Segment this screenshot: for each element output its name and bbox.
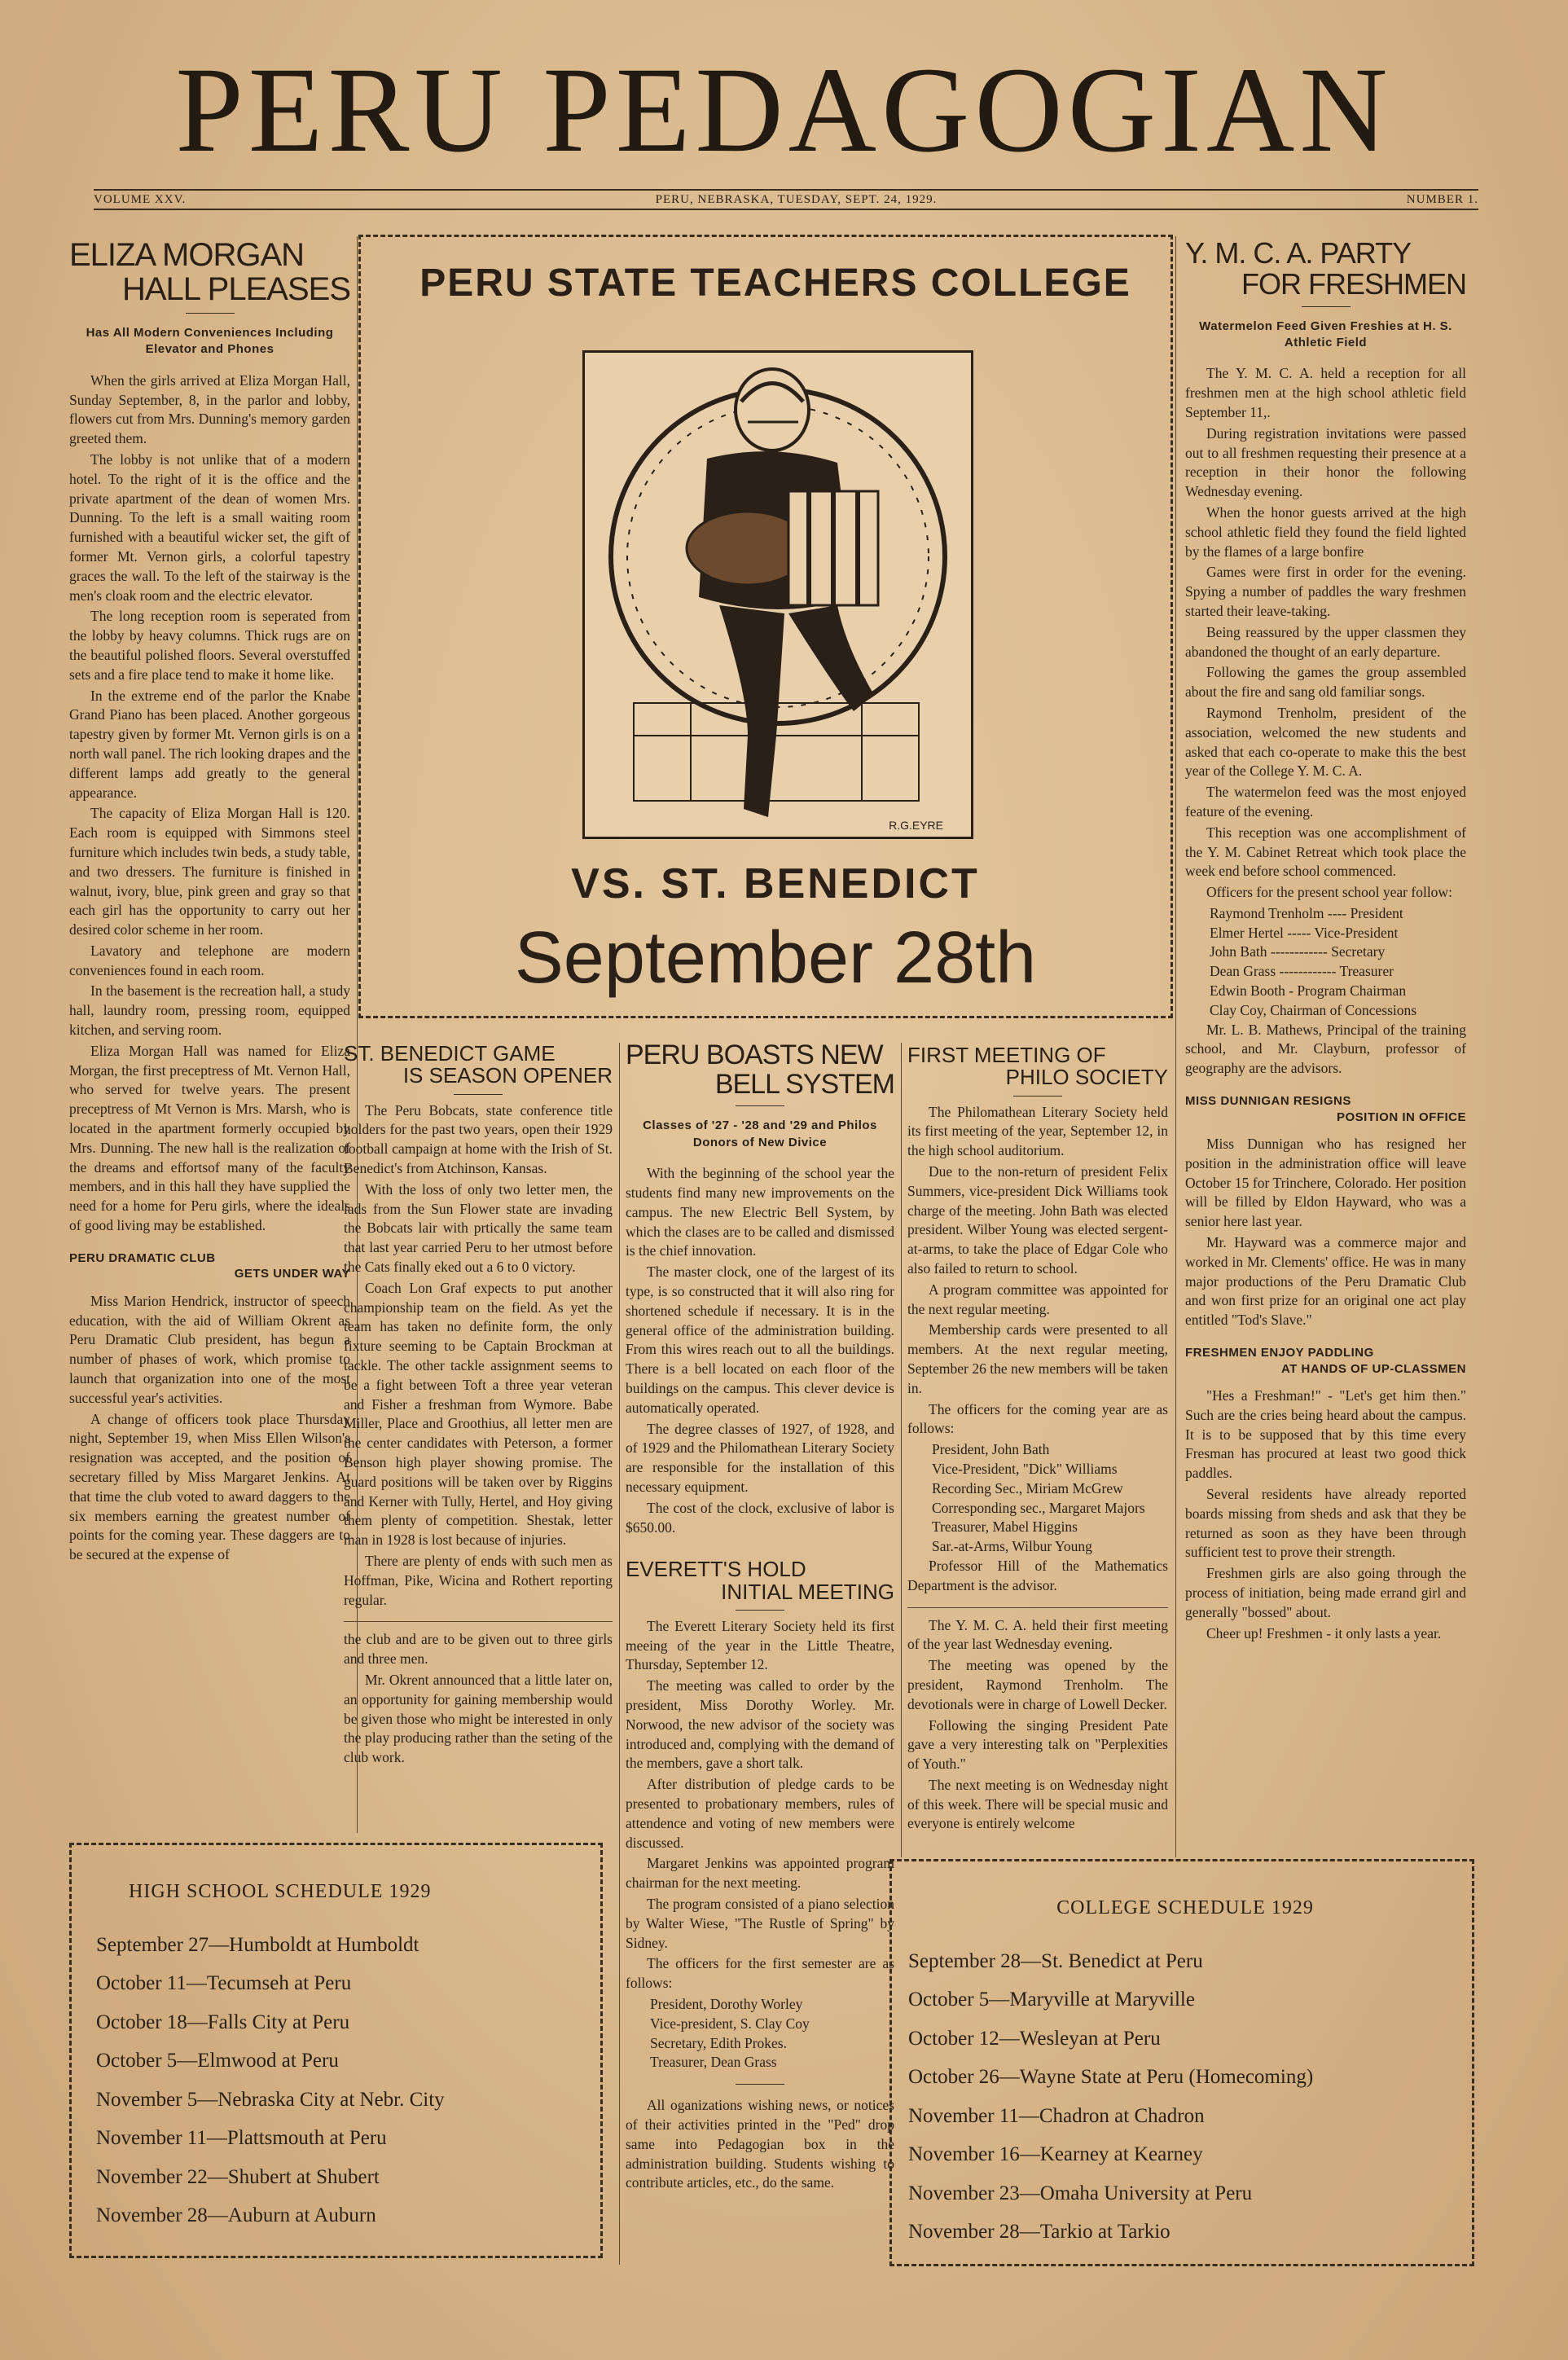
college-schedule (908, 1890, 1462, 2252)
schedule-row: September 27—Humboldt at Humboldt (96, 1933, 419, 1956)
article-eliza-morgan (69, 238, 350, 1567)
officer-list (1185, 904, 1466, 1021)
paragraph: The cost of the clock, exclusive of labor is $650.00. (626, 1499, 894, 1536)
dateline-bar (94, 189, 1478, 210)
paragraph: When the girls arrived at Eliza Morgan Hall, Sunday September, 8, in the parlor and lobby, flowers cut from Mrs. Dunning's memory garden greeted them. (69, 371, 350, 447)
paragraph: Mr. Okrent announced that a little later on, an opportunity for gaining membership would be given those who might be interested in only the play producing rather than the seting of the club work. (344, 1671, 613, 1766)
paragraph: Miss Dunnigan who has resigned her position in the administration office will leave October 15 for Trinchere, Colorado. Her position will be filled by Eldon Hayward, who was a senior here last year. (1185, 1136, 1466, 1230)
headline-dunnigan (1185, 1093, 1466, 1125)
paragraph: The officers for the first semester are as follows: (626, 1955, 894, 1992)
divider (736, 1610, 784, 1611)
paragraph: Officers for the present school year follow: (1206, 884, 1452, 901)
paragraph: The meeting was called to order by the president, Miss Dorothy Worley. Mr. Norwood, the new advisor of the society was introduced and, complying with the demand of the members, gave a short talk. (626, 1677, 894, 1772)
paragraph: A change of officers took place Thursday night, September 19, when Miss Ellen Wilson's resignation was accepted, and the position of secretary filled by Miss Margaret Jenkins. At that time the club voted to award daggers to the six members earning the greatest number of points for the coming year. These daggers are to be secured at the expense of (69, 1410, 350, 1563)
divider (344, 1621, 613, 1622)
headline-line2: HALL PLEASES (121, 271, 350, 307)
paragraph: The master clock, one of the largest of its type, is so constructed that it will also ring for shortened schedule if necessary. It is in the general office of the administration building. From this wires reach out to all the buildings. There is a bell located on each floor of the buildings on the campus. This clever device is automatically operated. (626, 1264, 894, 1416)
schedule-row: October 11—Tecumseh at Peru (96, 1972, 352, 1995)
paragraph: There are plenty of ends with such men as Hoffman, Pike, Wicina and Rothert reporting regular. (344, 1552, 613, 1608)
headline-line1: Y. M. C. A. PARTY (1185, 236, 1412, 270)
paragraph: This reception was one accomplishment of the Y. M. Cabinet Retreat which took place the week end before school commenced. (1185, 824, 1466, 880)
schedule-row: October 18—Falls City at Peru (96, 2011, 350, 2033)
headline-line2: INITIAL MEETING (721, 1579, 894, 1604)
schedule-row: October 5—Elmwood at Peru (96, 2050, 339, 2072)
paragraph: Freshmen girls are also going through the process of initiation, being made errand girl and generally "bossed" about. (1185, 1565, 1466, 1620)
schedule-row: November 28—Tarkio at Tarkio (908, 2221, 1171, 2244)
headline-line2: FOR FRESHMEN (1241, 266, 1466, 301)
paragraph: Raymond Trenholm, president of the association, welcomed the new students and asked that each co-operate to make this the best year of the College Y. M. C. A. (1185, 704, 1466, 780)
paragraph: Games were first in order for the evening. Spying a number of paddles the wary freshmen started their leave-taking. (1185, 564, 1466, 619)
subheadline: Watermelon Feed Given Freshies at H. S. Athletic Field (1199, 319, 1452, 349)
headline-line1: MISS DUNNIGAN RESIGNS (1185, 1094, 1351, 1109)
schedule-title: HIGH SCHOOL SCHEDULE 1929 (129, 1881, 432, 1902)
list-item: Corresponding sec., Margaret Majors (932, 1499, 1145, 1516)
paragraph: Following the singing President Pate gave a very interesting talk on "Perplexities of Youth." (907, 1716, 1168, 1773)
list-item: President, John Bath (932, 1441, 1050, 1458)
list-item: Elmer Hertel ----- Vice-President (1210, 924, 1399, 941)
masthead-title: PERU PEDAGOGIAN (175, 42, 1393, 178)
poster-title: PERU STATE TEACHERS COLLEGE (419, 261, 1131, 305)
paragraph: Miss Marion Hendrick, instructor of speech education, with the aid of William Okrent as Peru Dramatic Club president, has begun a number of phases of work, which promise to launch that organization into one of the most successful year's activities. (69, 1292, 350, 1406)
high-school-schedule (96, 1874, 585, 2235)
schedule-row: November 16—Kearney at Kearney (908, 2143, 1203, 2166)
artist-signature: R.G.EYRE (889, 819, 943, 832)
paragraph: The officers for the coming year are as follows: (907, 1400, 1168, 1437)
headline-line1: EVERETT'S HOLD (626, 1557, 806, 1582)
officer-list (907, 1440, 1168, 1557)
schedule-row: November 11—Chadron at Chadron (908, 2104, 1205, 2127)
poster-date: September 28th (514, 917, 1037, 999)
issue-number: NUMBER 1. (1406, 192, 1478, 206)
subheadline: Classes of '27 - '28 and '29 and Philos Donors of New Divice (643, 1118, 877, 1149)
headline-line1: PERU BOASTS NEW (626, 1039, 883, 1070)
paragraph: Several residents have already reported boards missing from sheds and ask that they be returned as soon as they have been through sufficient test to prove their strength. (1185, 1486, 1466, 1561)
paragraph: With the loss of only two letter men, the lads from the Sun Flower state are invading the Bobcats lair with prtically the same team that last year carried Peru to her utmost before the Cats finally eked out a 6 to 0 victory. (344, 1180, 613, 1275)
list-item: Recording Sec., Miriam McGrew (932, 1479, 1123, 1496)
paragraph: The program consisted of a piano selection by Walter Wiese, "The Rustle of Spring" by Sidney. (626, 1896, 894, 1951)
paragraph: Due to the non-return of president Felix Summers, vice-president Dick Williams took charge of the meeting. John Bath was elected president. Wilber Young was elected sergent-at-arms, to take the place of Edgar Cole who also failed to return to school. (907, 1162, 1168, 1277)
headline-line2: GETS UNDER WAY (234, 1267, 350, 1281)
paragraph: Lavatory and telephone are modern conveniences found in each room. (69, 942, 350, 978)
headline-line2: AT HANDS OF UP-CLASSMEN (1280, 1361, 1466, 1376)
paragraph: The next meeting is on Wednesday night of this week. There will be special music and everyone is entirely welcome (907, 1776, 1168, 1832)
paragraph: The Y. M. C. A. held their first meeting of the year last Wednesday evening. (907, 1616, 1168, 1653)
volume-label: VOLUME XXV. (94, 192, 187, 206)
paragraph: The capacity of Eliza Morgan Hall is 120. Each room is equipped with Simmons steel furniture which includes twin beds, a study table, and two dressers. The furniture is finished in walnut, ivory, blue, pink green and gray so that each girl has the opportunity to carry out her desired color scheme in her room. (69, 805, 350, 938)
headline-line1: ELIZA MORGAN (69, 237, 305, 273)
article-ymca-party (1185, 238, 1466, 1645)
headline-line1: FRESHMEN ENJOY PADDLING (1185, 1346, 1374, 1360)
dateline-text: PERU, NEBRASKA, TUESDAY, SEPT. 24, 1929. (655, 192, 938, 206)
paragraph: All oganizations wishing news, or notices of their activities printed in the "Ped" drop same into Pedagogian box in the administration building. Students wishing to contribute articles, etc., do the same. (626, 2097, 894, 2191)
article-bell-system (626, 1041, 894, 2195)
paragraph: The Y. M. C. A. held a reception for all freshmen men at the high school athletic field September 11,. (1185, 365, 1466, 420)
schedule-row: September 28—St. Benedict at Peru (908, 1949, 1203, 1972)
list-item: Dean Grass ------------ Treasurer (1210, 963, 1394, 980)
paragraph: In the extreme end of the parlor the Knabe Grand Piano has been placed. Another gorgeous tapestry given by former Mt. Vernon girls is on a north wall panel. The rich looking drapes and the different lamps add greatly to the general appearance. (69, 687, 350, 801)
schedule-row: November 22—Shubert at Shubert (96, 2165, 380, 2188)
paragraph: Following the games the group assembled about the fire and sang old familiar songs. (1185, 664, 1466, 701)
paragraph: Margaret Jenkins was appointed program chairman for the next meeting. (626, 1855, 894, 1892)
paragraph: "Hes a Freshman!" - "Let's get him then." Such are the cries being heard about the campus. It is to be supposed that by this time every Fresman has procured at least two good thick paddles. (1185, 1387, 1466, 1482)
football-player-illustration (582, 350, 973, 839)
list-item: Clay Coy, Chairman of Concessions (1210, 1001, 1417, 1018)
paragraph: Mr. L. B. Mathews, Principal of the training school, and Mr. Clayburn, professor of geography are the advisors. (1185, 1021, 1466, 1077)
paragraph: Professor Hill of the Mathematics Department is the advisor. (907, 1557, 1168, 1593)
paragraph: Membership cards were presented to all members. At the next regular meeting, September 26 the new members will be taken in. (907, 1321, 1168, 1396)
paragraph: the club and are to be given out to three girls and three men. (344, 1631, 613, 1668)
divider (736, 1105, 784, 1106)
paragraph: After distribution of pledge cards to be presented to probationary members, rules of attendence and voting of new members were discussed. (626, 1776, 894, 1851)
schedule-row: November 23—Omaha University at Peru (908, 2182, 1253, 2204)
list-item: Treasurer, Dean Grass (650, 2054, 777, 2071)
paragraph: Mr. Hayward was a commerce major and worked in Mr. Clements' office. He was in many major productions of the Peru Dramatic Club and won first prize for an original one act play entitled "Tod's Slave." (1185, 1234, 1466, 1329)
article-philo-society (907, 1044, 1168, 1835)
schedule-row: November 28—Auburn at Auburn (96, 2204, 376, 2227)
headline-line1: FIRST MEETING OF (907, 1043, 1106, 1067)
paragraph: The degree classes of 1927, of 1928, and of 1929 and the Philomathean Literary Society are responsible for the installation of this necessary equipment. (626, 1420, 894, 1495)
paragraph: With the beginning of the school year the students find many new improvements on the campus. The new Electric Bell System, by which the clases are to be called and dismissed is the chief innovation. (626, 1165, 894, 1259)
headline-dramatic-club (69, 1250, 350, 1282)
schedule-row: October 26—Wayne State at Peru (Homecoming) (908, 2066, 1314, 2089)
headline-line1: ST. BENEDICT GAME (344, 1041, 556, 1066)
list-item: Sar.-at-Arms, Wilbur Young (932, 1538, 1092, 1555)
list-item: John Bath ------------ Secretary (1210, 943, 1386, 960)
paragraph: During registration invitations were passed out to all freshmen requesting their presence at a reception in their honor the following Wednesday evening. (1185, 424, 1466, 500)
headline-everett (626, 1558, 894, 1603)
paragraph: The long reception room is seperated from the lobby by heavy columns. Thick rugs are on the beautiful polished floors. Several overstuffed sets and a fire place tend to make it home like. (69, 608, 350, 683)
divider (907, 1607, 1168, 1608)
list-item: Treasurer, Mabel Higgins (932, 1518, 1078, 1536)
paragraph: In the basement is the recreation hall, a study hall, laundry room, pressing room, equipped kitchen, and serving room. (69, 982, 350, 1039)
column-rule (901, 1043, 902, 1857)
list-item: Vice-President, "Dick" Williams (932, 1460, 1118, 1477)
paragraph: When the honor guests arrived at the high school athletic field they found the field lighted by the flames of a large bonfire (1185, 503, 1466, 560)
subheadline: Has All Modern Conveniences Including Elevator and Phones (86, 326, 334, 357)
paragraph: The watermelon feed was the most enjoyed feature of the evening. (1185, 784, 1466, 820)
divider (186, 313, 235, 314)
paragraph: A program committee was appointed for the next regular meeting. (907, 1281, 1168, 1317)
headline-line2: POSITION IN OFFICE (1336, 1110, 1466, 1124)
paragraph: The Philomathean Literary Society held its first meeting of the year, September 12, in the high school auditorium. (907, 1103, 1168, 1159)
column-rule (619, 1043, 620, 2265)
list-item: Raymond Trenholm ---- President (1210, 904, 1403, 921)
list-item: Secretary, Edith Prokes. (650, 2034, 787, 2051)
list-item: President, Dorothy Worley (650, 1996, 803, 2013)
schedule-row: November 5—Nebraska City at Nebr. City (96, 2088, 445, 2111)
divider (1302, 306, 1351, 307)
paragraph: Being reassured by the upper classmen they abandoned the thought of an early departure. (1185, 623, 1466, 660)
headline-line1: PERU DRAMATIC CLUB (69, 1250, 216, 1265)
paragraph: The Everett Literary Society held its first meeing of the year in the Little Theatre, Thursday, September 12. (626, 1617, 894, 1673)
headline-line2: IS SEASON OPENER (402, 1063, 613, 1088)
headline-paddling (1185, 1345, 1466, 1377)
article-st-benedict-game (344, 1043, 613, 1769)
paragraph: Coach Lon Graf expects to put another championship team on the field. As yet the team has taken no definite form, the only fixture seeming to be Captain Brockman at tackle. The other tackle assignment seems to be a fight between Toft a three year veteran and Fisher a freshman from Wymore. Babe Miller, Place and Groothius, all letter men are the center candidates with Peterson, a former Benson high player showing promise. The guard positions will be taken over by Riggins and Kerner with Tully, Hertel, and Hoy giving them plenty of competition. Shestak, letter man in 1928 is lost because of injuries. (344, 1279, 613, 1549)
paragraph: The Peru Bobcats, state conference title holders for the past two years, open their 1929 football campaign at home with the Irish of St. Benedict's from Atchinson, Kansas. (344, 1101, 613, 1176)
paragraph: The lobby is not unlike that of a modern hotel. To the right of it is the office and the private apartment of the dean of women Mrs. Dunning. To the left is a small waiting room furnished with a beautiful wicker set, the gift of former Mt. Vernon girls, a colorful tapestry graces the wall. To the left of the stairway is the men's cloak room and the electric elevator. (69, 450, 350, 604)
schedule-title: COLLEGE SCHEDULE 1929 (1056, 1897, 1314, 1918)
divider (736, 2084, 784, 2085)
football-player-icon (585, 353, 971, 837)
column-rule (1175, 236, 1176, 1857)
divider (454, 1094, 503, 1095)
schedule-row: October 5—Maryville at Maryville (908, 1989, 1195, 2011)
paragraph: Cheer up! Freshmen - it only lasts a year. (1206, 1624, 1442, 1641)
poster-opponent: VS. ST. BENEDICT (571, 860, 980, 908)
list-item: Edwin Booth - Program Chairman (1210, 982, 1407, 1000)
headline-line2: PHILO SOCIETY (1005, 1065, 1168, 1090)
headline-line2: BELL SYSTEM (714, 1068, 894, 1100)
paragraph: The meeting was opened by the president, Raymond Trenholm. The devotionals were in charge of Lowell Decker. (907, 1657, 1168, 1712)
schedule-row: November 11—Plattsmouth at Peru (96, 2127, 387, 2150)
paragraph: Eliza Morgan Hall was named for Eliza Morgan, the first preceptress of Mt. Vernon Hall, who served for twelve years. The present preceptress of Mt Vernon is Mrs. Marsh, who is located in the apartment formerly occupied by Mrs. Dunning. The new hall is the realization of the dreams and effortsof many of the faculty members, and in this hall they have supplied the need for a home for Peru girls, where the ideals of good living may be established. (69, 1042, 350, 1234)
officer-list (626, 1995, 894, 2072)
schedule-row: October 12—Wesleyan at Peru (908, 2027, 1161, 2050)
list-item: Vice-president, S. Clay Coy (650, 2015, 810, 2032)
